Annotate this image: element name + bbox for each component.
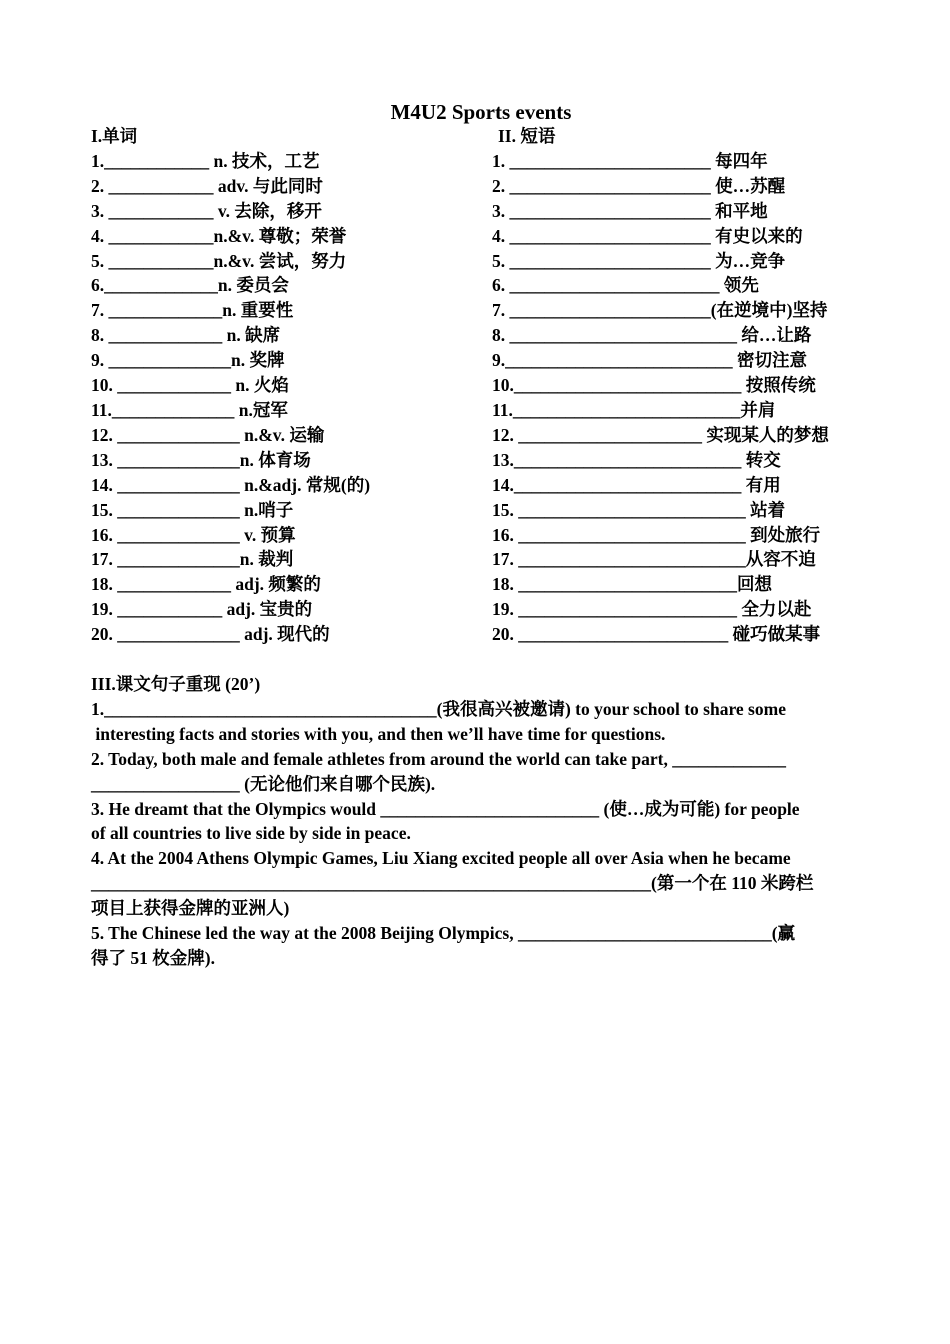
vocabulary-item: 13. ______________n. 体育场 <box>91 449 311 470</box>
vocabulary-item: 1.____________ n. 技术，工艺 <box>91 150 320 171</box>
phrase-item: 10.__________________________ 按照传统 <box>492 375 816 396</box>
sentence-line: 4. At the 2004 Athens Olympic Games, Liu Xiang excited people all over Asia when he became <box>91 848 791 869</box>
vocabulary-item: 14. ______________ n.&adj. 常规(的) <box>91 474 371 495</box>
phrases-list <box>492 149 912 647</box>
vocabulary-section <box>91 124 486 647</box>
phrases-section <box>492 124 912 647</box>
vocabulary-item: 7. _____________n. 重要性 <box>91 300 294 321</box>
sentences-section <box>91 672 861 971</box>
vocabulary-item: 19. ____________ adj. 宝贵的 <box>91 599 313 620</box>
phrase-item: 11.__________________________并肩 <box>492 399 776 420</box>
phrase-item: 19. _________________________ 全力以赴 <box>492 599 812 620</box>
vocabulary-item: 5. ____________n.&v. 尝试，努力 <box>91 250 347 271</box>
phrase-item: 2. _______________________ 使…苏醒 <box>492 175 786 196</box>
vocabulary-item: 20. ______________ adj. 现代的 <box>91 624 330 645</box>
vocabulary-item: 9. ______________n. 奖牌 <box>91 350 285 371</box>
phrase-item: 17. __________________________从容不迫 <box>492 549 816 570</box>
sentence-line: 3. He dreamt that the Olympics would _________________________ (使…成为可能) for people <box>91 798 800 819</box>
vocabulary-item: 15. ______________ n.哨子 <box>91 499 294 520</box>
sentence-line: interesting facts and stories with you, and then we’ll have time for questions. <box>91 723 666 744</box>
sentence-line: _________________ (无论他们来自哪个民族). <box>91 773 436 794</box>
phrase-item: 16. __________________________ 到处旅行 <box>492 524 821 545</box>
vocabulary-item: 8. _____________ n. 缺席 <box>91 325 281 346</box>
vocabulary-item: 16. ______________ v. 预算 <box>91 524 296 545</box>
vocabulary-item: 17. ______________n. 裁判 <box>91 549 294 570</box>
sentence-line: 1.______________________________________(我很高兴被邀请) to your school to share some <box>91 698 786 719</box>
vocabulary-item: 18. _____________ adj. 频繁的 <box>91 574 321 595</box>
vocabulary-item: 12. ______________ n.&v. 运输 <box>91 424 325 445</box>
vocabulary-item: 10. _____________ n. 火焰 <box>91 375 289 396</box>
phrase-item: 15. __________________________ 站着 <box>492 499 786 520</box>
vocabulary-item: 11.______________ n.冠军 <box>91 399 288 420</box>
sentence-line: of all countries to live side by side in peace. <box>91 823 411 844</box>
phrase-item: 14.__________________________ 有用 <box>492 474 781 495</box>
phrase-item: 3. _______________________ 和平地 <box>492 200 768 221</box>
sentence-line: ________________________________________________________________(第一个在 110 米跨栏 <box>91 873 814 894</box>
vocabulary-list <box>91 149 486 647</box>
section-heading-vocabulary: I.单词 <box>91 126 138 146</box>
vocabulary-item: 3. ____________ v. 去除，移开 <box>91 200 322 221</box>
phrase-item: 13.__________________________ 转交 <box>492 449 781 470</box>
phrase-item: 6. ________________________ 领先 <box>492 275 759 296</box>
sentence-line: 项目上获得金牌的亚洲人) <box>91 898 290 919</box>
section-heading-sentences: III.课文句子重现 (20’) <box>91 674 261 694</box>
vocabulary-item: 6._____________n. 委员会 <box>91 275 289 296</box>
phrase-item: 8. __________________________ 给…让路 <box>492 325 812 346</box>
phrase-item: 20. ________________________ 碰巧做某事 <box>492 624 821 645</box>
page-title: M4U2 Sports events <box>390 100 572 124</box>
phrase-item: 5. _______________________ 为…竞争 <box>492 250 786 271</box>
sentence-line: 5. The Chinese led the way at the 2008 Beijing Olympics, _____________________________(赢 <box>91 923 796 944</box>
phrase-item: 9.__________________________ 密切注意 <box>492 350 807 371</box>
phrase-item: 4. _______________________ 有史以来的 <box>492 225 803 246</box>
phrase-item: 18. _________________________回想 <box>492 574 772 595</box>
vocabulary-item: 4. ____________n.&v. 尊敬；荣誉 <box>91 225 347 246</box>
vocabulary-item: 2. ____________ adv. 与此同时 <box>91 175 323 196</box>
phrase-item: 1. _______________________ 每四年 <box>492 150 768 171</box>
phrase-item: 7. _______________________(在逆境中)坚持 <box>492 300 828 321</box>
phrase-item: 12. _____________________ 实现某人的梦想 <box>492 424 829 445</box>
section-heading-phrases: II. 短语 <box>498 126 556 146</box>
sentence-line: 得了 51 枚金牌). <box>91 947 215 968</box>
sentence-line: 2. Today, both male and female athletes from around the world can take part, _____________ <box>91 748 786 769</box>
